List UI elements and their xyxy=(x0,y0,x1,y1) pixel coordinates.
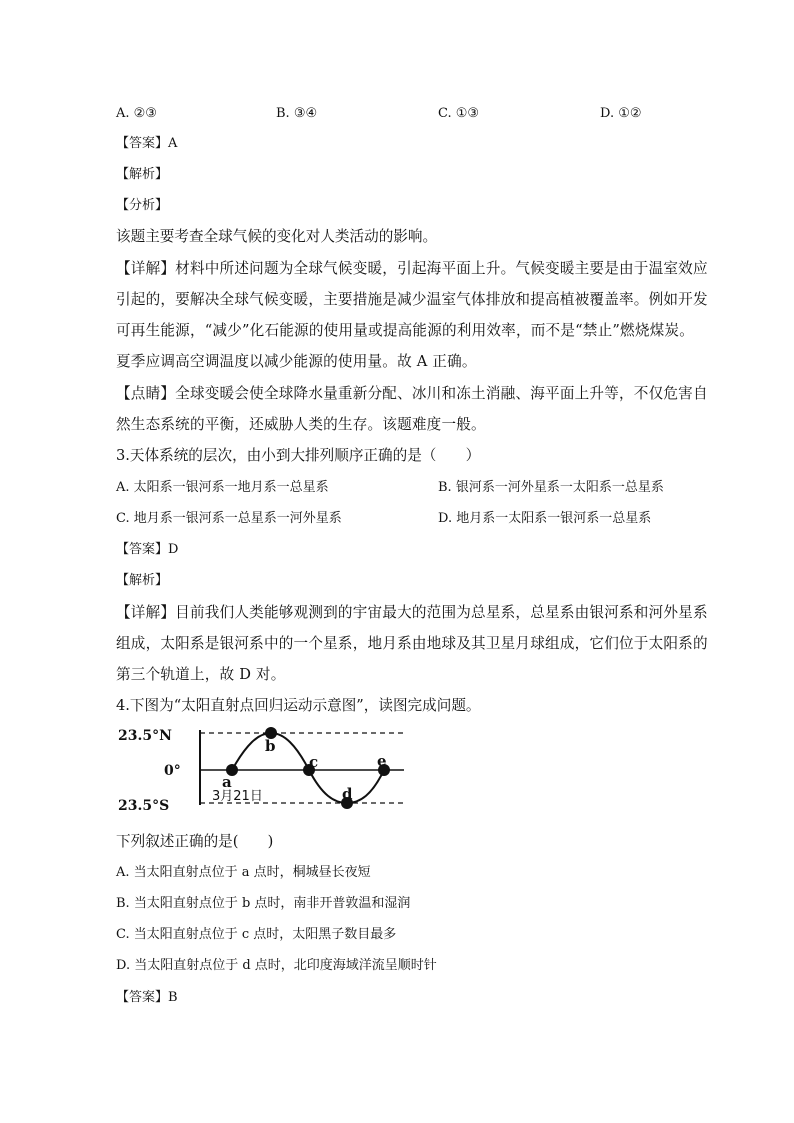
q2-option-c: C. ①③ xyxy=(438,106,480,121)
q4-answer: 【答案】B xyxy=(116,990,178,1005)
q2-detail-line: 引起的，要解决全球气候变暖，主要措施是减少温室气体排放和提高植被覆盖率。例如开发 xyxy=(116,291,708,308)
label-equator: 0° xyxy=(164,763,181,779)
q4-prompt: 下列叙述正确的是( ) xyxy=(116,833,274,850)
q2-answer: 【答案】A xyxy=(116,136,178,151)
sun-migration-figure xyxy=(116,725,416,815)
q2-analysis-heading: 【解析】 xyxy=(116,167,169,182)
q3-analysis-heading: 【解析】 xyxy=(116,573,169,588)
q2-detail-line: 夏季应调高空调温度以减少能源的使用量。故 A 正确。 xyxy=(116,353,477,370)
q2-dianjing xyxy=(116,378,708,440)
label-b: b xyxy=(265,737,276,755)
q2-detail-line: 可再生能源，“减少”化石能源的使用量或提高能源的利用效率，而不是“禁止”燃烧煤炭。 xyxy=(116,322,695,339)
date-label: 3月21日 xyxy=(212,789,263,804)
q2-detail-line: 【详解】材料中所述问题为全球气候变暖，引起海平面上升。气候变暖主要是由于温室效应 xyxy=(116,260,708,277)
q4-stem: 4.下图为“太阳直射点回归运动示意图”，读图完成问题。 xyxy=(116,697,481,714)
q4-option-d: D. 当太阳直射点位于 d 点时，北印度海域洋流呈顺时针 xyxy=(116,958,437,973)
label-23s: 23.5°S xyxy=(118,798,170,814)
q2-fenxi-text: 该题主要考查全球气候的变化对人类活动的影响。 xyxy=(116,228,438,245)
label-c: c xyxy=(309,753,319,771)
q3-option-b: B. 银河系一河外星系一太阳系一总星系 xyxy=(438,480,664,495)
q3-option-a: A. 太阳系一银河系一地月系一总星系 xyxy=(116,480,329,495)
q3-detail-line: 组成，太阳系是银河系中的一个星系，地月系由地球及其卫星月球组成，它们位于太阳系的 xyxy=(116,635,708,652)
q4-option-c: C. 当太阳直射点位于 c 点时，太阳黑子数目最多 xyxy=(116,927,397,942)
q3-detail xyxy=(116,597,708,690)
q3-option-c: C. 地月系一银河系一总星系一河外星系 xyxy=(116,511,342,526)
q2-option-b: B. ③④ xyxy=(276,106,318,121)
label-a: a xyxy=(222,773,232,791)
label-e: e xyxy=(377,752,387,770)
q3-option-d: D. 地月系一太阳系一银河系一总星系 xyxy=(438,511,652,526)
q3-detail-line: 【详解】目前我们人类能够观测到的宇宙最大的范围为总星系，总星系由银河系和河外星系 xyxy=(116,604,708,621)
q4-option-a: A. 当太阳直射点位于 a 点时，桐城昼长夜短 xyxy=(116,865,371,880)
q3-answer: 【答案】D xyxy=(116,542,179,557)
q2-option-d: D. ①② xyxy=(600,106,642,121)
q4-option-b: B. 当太阳直射点位于 b 点时，南非开普敦温和湿润 xyxy=(116,896,411,911)
q2-dianjing-line: 【点睛】全球变暖会使全球降水量重新分配、冰川和冻土消融、海平面上升等，不仅危害自 xyxy=(116,385,708,402)
label-d: d xyxy=(342,785,353,803)
label-23n: 23.5°N xyxy=(118,728,172,744)
q2-dianjing-line: 然生态系统的平衡，还威胁人类的生存。该题难度一般。 xyxy=(116,416,486,433)
q3-stem: 3.天体系统的层次，由小到大排列顺序正确的是（ ） xyxy=(116,447,481,464)
q3-detail-line: 第三个轨道上，故 D 对。 xyxy=(116,666,286,683)
q2-option-a: A. ②③ xyxy=(116,106,157,121)
q2-detail xyxy=(116,253,708,377)
q2-fenxi-heading: 【分析】 xyxy=(116,198,169,213)
